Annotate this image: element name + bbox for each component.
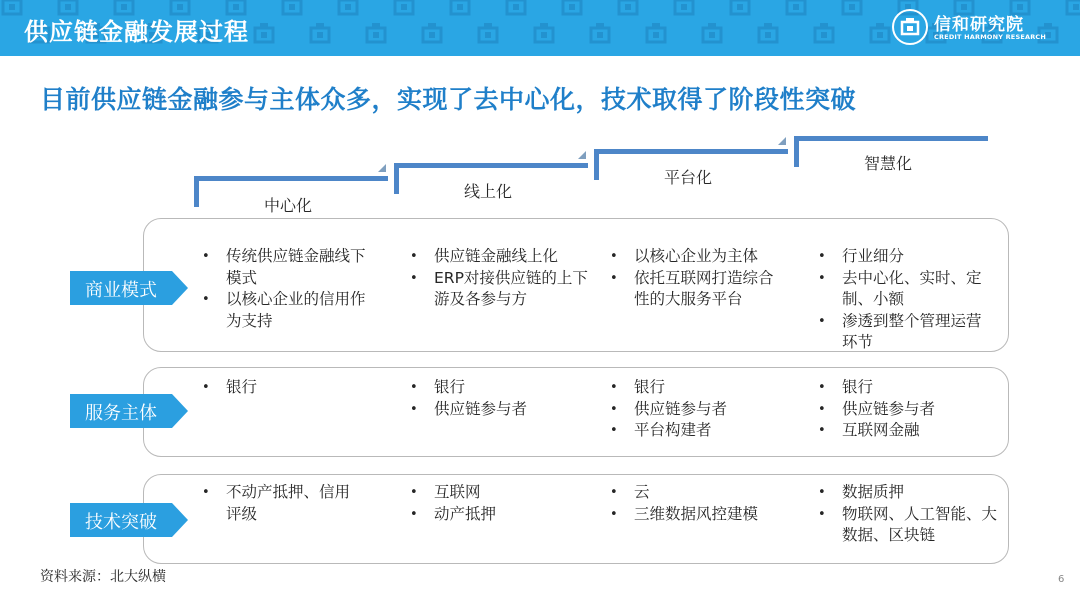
list-item: • 不动产抵押、信用评级: [200, 482, 360, 525]
list-item: • 依托互联网打造综合性的大服务平台: [608, 268, 788, 311]
category-label: 技术突破: [85, 512, 157, 533]
cell-service-subjects-stage-1: [200, 377, 380, 399]
logo-english-name: CREDIT HARMONY RESEARCH: [934, 33, 1047, 41]
cell-business-model-stage-3: [608, 246, 788, 311]
list-item: • 银行: [408, 377, 588, 399]
stage-marker-icon: [778, 137, 786, 145]
list-item: • 渗透到整个管理运营环节: [816, 311, 992, 354]
list-item: • 行业细分: [816, 246, 992, 268]
list-item: • 互联网: [408, 482, 588, 504]
list-item: • 供应链金融线上化: [408, 246, 588, 268]
slide-subtitle: 目前供应链金融参与主体众多，实现了去中心化，技术取得了阶段性突破: [40, 85, 857, 114]
list-item: • 数据质押: [816, 482, 1006, 504]
stage-label: 平台化: [663, 168, 712, 187]
page-title: 供应链金融发展过程: [24, 18, 249, 46]
cell-business-model-stage-4: [816, 246, 992, 354]
list-item: • 供应链参与者: [816, 399, 992, 421]
header-bar: [0, 0, 1080, 56]
list-item: • 供应链参与者: [408, 399, 588, 421]
source-note: 资料来源：北大纵横: [40, 569, 166, 585]
stage-marker-icon: [378, 164, 386, 172]
stage-label: 中心化: [263, 196, 312, 215]
category-label: 商业模式: [85, 280, 157, 301]
company-logo: [892, 9, 1072, 49]
list-item: • 以核心企业为主体: [608, 246, 788, 268]
cell-service-subjects-stage-2: [408, 377, 588, 420]
list-item: • 银行: [816, 377, 992, 399]
category-label: 服务主体: [85, 403, 157, 424]
cell-tech-breakthrough-stage-3: [608, 482, 774, 525]
list-item: • ERP对接供应链的上下游及各参与方: [408, 268, 588, 311]
page-number: 6: [1058, 574, 1065, 585]
cell-tech-breakthrough-stage-4: [816, 482, 1006, 547]
list-item: • 以核心企业的信用作为支持: [200, 289, 380, 332]
list-item: • 物联网、人工智能、大数据、区块链: [816, 504, 1006, 547]
list-item: • 去中心化、实时、定制、小额: [816, 268, 992, 311]
cell-tech-breakthrough-stage-1: [200, 482, 360, 525]
list-item: • 供应链参与者: [608, 399, 788, 421]
cell-business-model-stage-1: [200, 246, 380, 332]
list-item: • 平台构建者: [608, 420, 788, 442]
list-item: • 三维数据风控建模: [608, 504, 774, 526]
logo-seal-icon: [892, 9, 928, 45]
cell-business-model-stage-2: [408, 246, 588, 311]
list-item: • 银行: [200, 377, 380, 399]
cell-service-subjects-stage-4: [816, 377, 992, 442]
stage-label: 智慧化: [863, 154, 912, 173]
logo-name: 信和研究院: [934, 15, 1024, 35]
stage-marker-icon: [578, 151, 586, 159]
list-item: • 银行: [608, 377, 788, 399]
cell-service-subjects-stage-3: [608, 377, 788, 442]
stage-label: 线上化: [463, 182, 512, 201]
cell-tech-breakthrough-stage-2: [408, 482, 588, 525]
list-item: • 动产抵押: [408, 504, 588, 526]
list-item: • 传统供应链金融线下模式: [200, 246, 380, 289]
list-item: • 云: [608, 482, 774, 504]
list-item: • 互联网金融: [816, 420, 992, 442]
